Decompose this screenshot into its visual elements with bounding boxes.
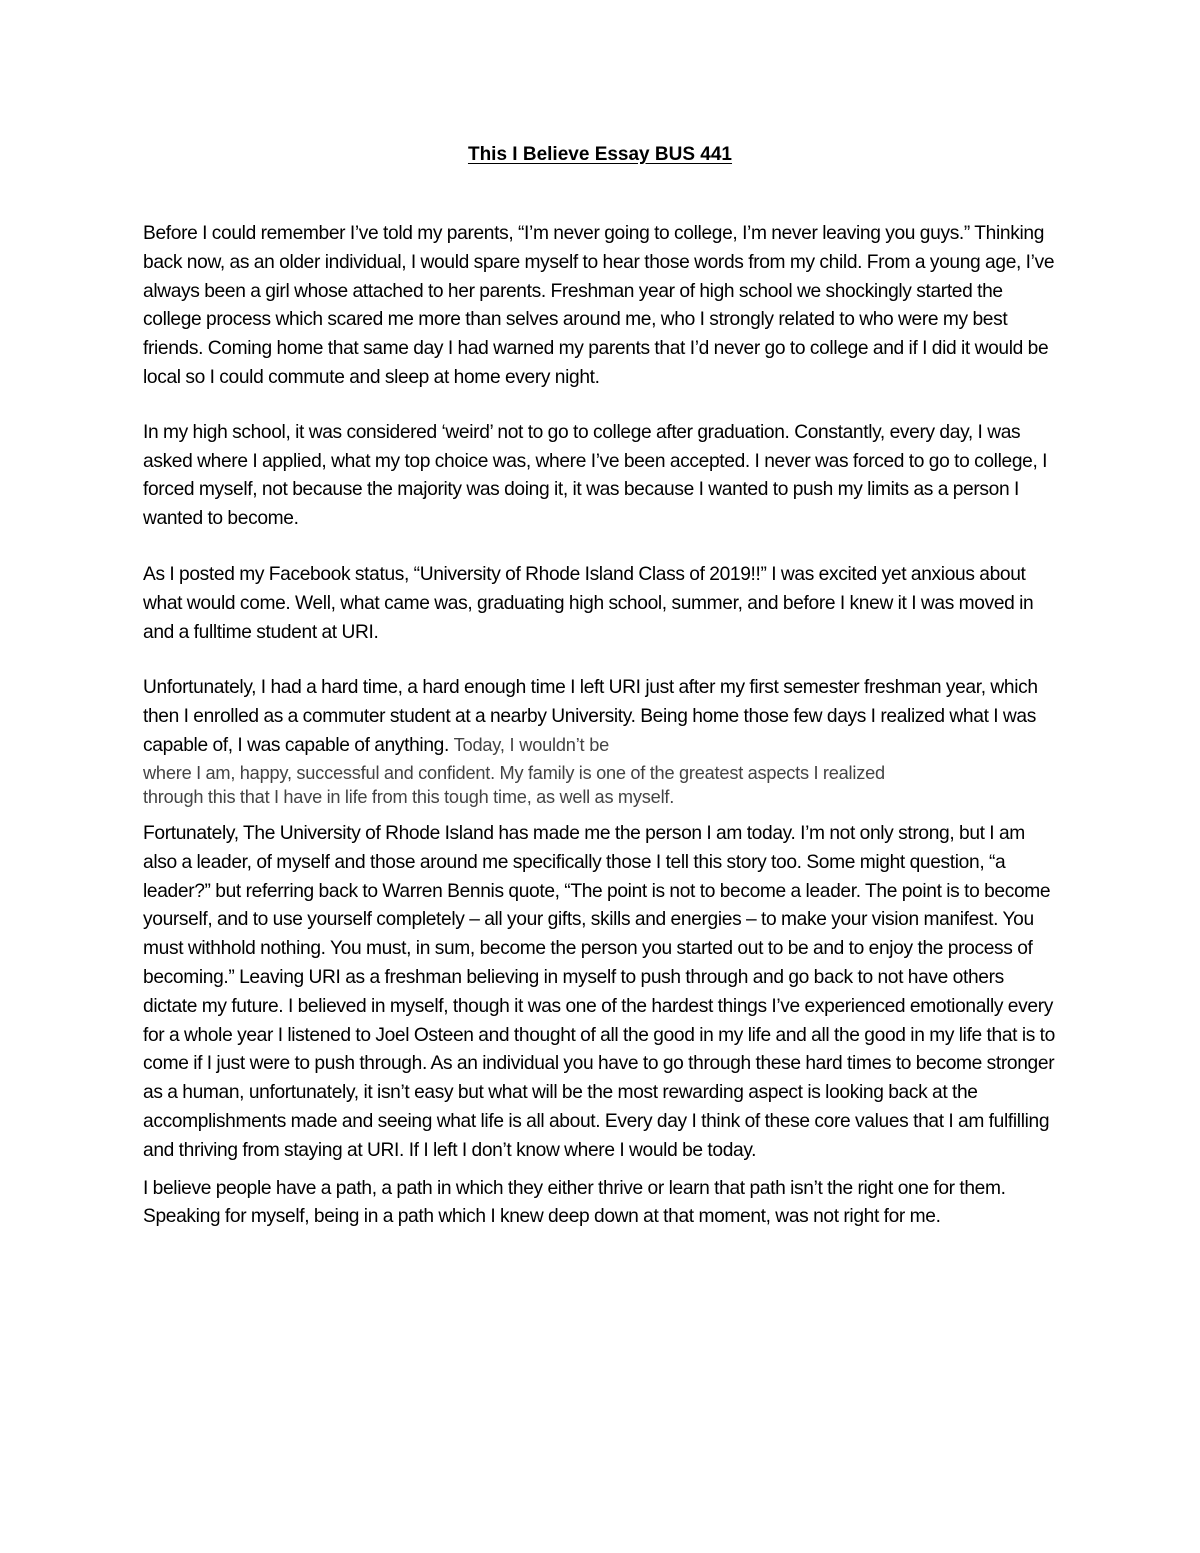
- paragraph-4: [143, 674, 1061, 810]
- paragraph-5: Fortunately, The University of Rhode Island has made me the person I am today. I’m not only strong, but I am also a leader, of myself and those around me specifically those I tell this story too. Some might question, “a leader?” but referring back to Warren Bennis quote, “The point is not to become a leader. The point is to become yourself, and to use yourself completely – all your gifts, skills and energies – to make your vision manifest. You must withhold nothing. You must, in sum, become the person you started out to be and to enjoy the process of becoming.” Leaving URI as a freshman believing in myself to push through and go back to not have others dictate my future. I believed in myself, though it was one of the hardest things I’ve experienced emotionally every for a whole year I listened to Joel Osteen and thought of all the good in my life and all the good in my life that is to come if I just were to push through. As an individual you have to go through these hard times to become stronger as a human, unfortunately, it isn’t easy but what will be the most rewarding aspect is looking back at the accomplishments made and seeing what life is all about. Every day I think of these core values that I am fulfilling and thriving from staying at URI. If I left I don’t know where I would be today.: [143, 822, 1055, 1161]
- essay-body: [143, 220, 1061, 1232]
- paragraph-3: As I posted my Facebook status, “University of Rhode Island Class of 2019!!” I was excited yet anxious about what would come. Well, what came was, graduating high school, summer, and before I knew it I was moved in and a fulltime student at URI.: [143, 563, 1034, 643]
- essay-title: This I Believe Essay BUS 441: [467, 144, 733, 165]
- paragraph-4-light-line-2: through this that I have in life from this tough time, as well as myself.: [143, 787, 675, 808]
- paragraph-4-inline-light: Today, I wouldn’t be: [453, 734, 610, 755]
- paragraph-6: I believe people have a path, a path in which they either thrive or learn that path isn’t the right one for them. Speaking for myself, being in a path which I knew deep down at that moment, was not right for me.: [143, 1177, 1006, 1228]
- paragraph-4-light-line-1: where I am, happy, successful and confident. My family is one of the greatest aspects I realized: [143, 762, 885, 783]
- paragraph-4-main: Unfortunately, I had a hard time, a hard enough time I left URI just after my first semester freshman year, which then I enrolled as a commuter student at a nearby University. Being home those few days I realized what I was capable of, I was capable of anything.: [143, 677, 1038, 756]
- paragraph-1: Before I could remember I’ve told my parents, “I’m never going to college, I’m never leaving you guys.” Thinking back now, as an older individual, I would spare myself to hear those words from my child. From a young age, I’ve always been a girl whose attached to her parents. Freshman year of high school we shockingly started the college process which scared me more than selves around me, who I strongly related to who were my best friends. Coming home that same day I had warned my parents that I’d never go to college and if I did it would be local so I could commute and sleep at home every night.: [143, 223, 1055, 388]
- paragraph-2: In my high school, it was considered ‘weird’ not to go to college after graduation. Constantly, every day, I was asked where I applied, what my top choice was, where I’ve been accepted. I never was forced to go to college, I forced myself, not because the majority was doing it, it was because I wanted to push my limits as a person I wanted to become.: [143, 421, 1048, 530]
